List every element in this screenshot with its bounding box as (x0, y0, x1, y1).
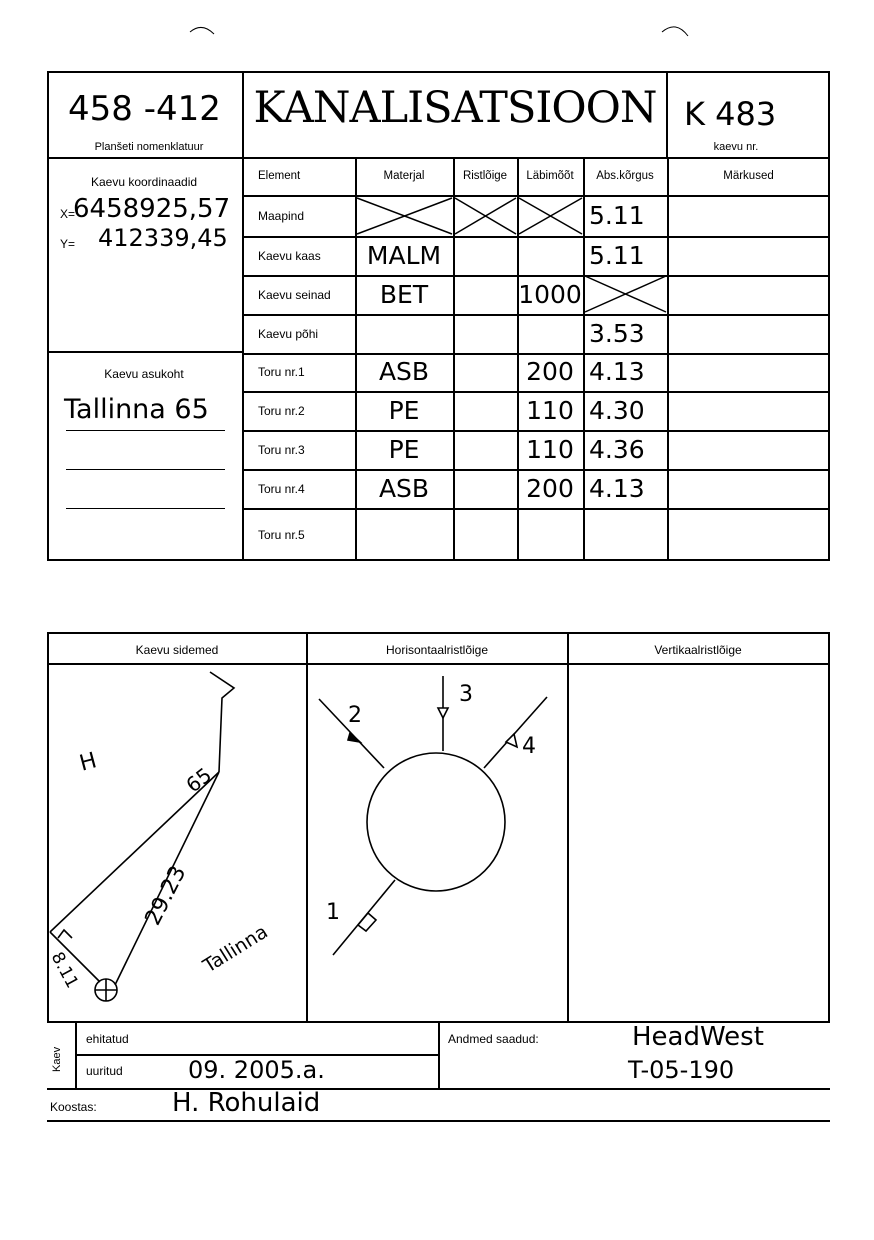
table-header-4: Abs.kõrgus (596, 170, 654, 182)
table-cell-element: Toru nr.5 (258, 527, 305, 542)
location-label: Kaevu asukoht (104, 367, 184, 381)
well-number-label: kaevu nr. (713, 141, 759, 153)
pipe-number-3: 3 (459, 682, 473, 707)
footer-side-label: Kaev (51, 1046, 63, 1072)
table-cell-material: BET (379, 279, 429, 309)
pipe-number-2: 2 (348, 703, 362, 728)
ties-label: Kaevu sidemed (135, 643, 219, 657)
table-header-0: Element (258, 170, 301, 182)
table-header-3: Läbimõõt (526, 170, 574, 182)
surveyed-label: uuritud (86, 1064, 123, 1078)
data-source-line1: HeadWest (632, 1022, 764, 1052)
table-cell-element: Toru nr.1 (258, 365, 305, 379)
table-cell-diameter: 200 (526, 357, 574, 386)
table-cell-height: 4.36 (589, 434, 645, 464)
table-cell-element: Maapind (258, 208, 305, 223)
table-cell-element: Kaevu seinad (258, 287, 331, 302)
table-cell-height: 4.30 (589, 395, 645, 425)
drawings-frame (47, 632, 830, 1023)
table-cell-height: 4.13 (589, 357, 645, 386)
table-cell-material: ASB (378, 357, 430, 386)
sketch-label-h: H (76, 748, 100, 777)
sheet-number: 458 -412 (68, 89, 221, 129)
table-cell-diameter: 1000 (518, 279, 582, 309)
table-header-5: Märkused (723, 170, 774, 182)
built-label: ehitatud (86, 1032, 129, 1046)
x-prefix: X= (60, 207, 76, 221)
table-header-1: Materjal (383, 170, 425, 182)
y-prefix: Y= (60, 237, 76, 251)
data-source-line2: T-05-190 (628, 1056, 735, 1084)
vertical-section-label: Vertikaalristlõige (654, 643, 742, 657)
sketch-distance-main: 29.23 (140, 862, 192, 930)
table-cell-height: 5.11 (589, 240, 645, 270)
pipe-number-1: 1 (326, 900, 340, 925)
table-cell-element: Toru nr.3 (258, 442, 305, 457)
table-cell-material: PE (388, 395, 420, 425)
pipe-number-4: 4 (522, 734, 536, 759)
sheet-label: Planšeti nomenklatuur (94, 141, 204, 153)
y-coordinate: 412339,45 (98, 224, 228, 252)
table-cell-material: PE (388, 434, 420, 464)
table-cell-element: Kaevu põhi (258, 326, 319, 341)
sketch-distance-side: 8.11 (46, 948, 83, 992)
sketch-street: Tallinna (199, 920, 272, 978)
table-cell-element: Toru nr.4 (258, 481, 305, 496)
table-header-2: Ristlõige (462, 170, 508, 182)
location-address: Tallinna 65 (64, 394, 209, 425)
horizontal-section-label: Horisontaalristlõige (385, 643, 489, 657)
table-cell-height: 5.11 (589, 200, 645, 230)
x-coordinate: 6458925,57 (73, 194, 231, 224)
data-source-label: Andmed saadud: (448, 1032, 539, 1046)
sketch-distance-65: 65 (181, 762, 217, 798)
compiled-label: Koostas: (50, 1100, 97, 1114)
table-cell-diameter: 110 (526, 434, 574, 464)
table-cell-element: Toru nr.2 (258, 403, 305, 418)
table-cell-material: MALM (366, 240, 442, 270)
page-title: KANALISATSIOON (253, 83, 657, 133)
table-cell-material: ASB (378, 473, 430, 503)
surveyed-value: 09. 2005.a. (188, 1056, 325, 1084)
well-number: K 483 (684, 95, 777, 133)
table-cell-height: 4.13 (589, 473, 645, 503)
table-cell-diameter: 200 (526, 473, 574, 503)
coordinates-label: Kaevu koordinaadid (90, 175, 198, 189)
table-cell-element: Kaevu kaas (258, 248, 321, 263)
punch-mark-right (662, 27, 688, 36)
compiled-value: H. Rohulaid (172, 1088, 321, 1118)
punch-mark-left (190, 27, 214, 34)
table-cell-diameter: 110 (526, 395, 574, 425)
table-cell-height: 3.53 (589, 318, 645, 348)
